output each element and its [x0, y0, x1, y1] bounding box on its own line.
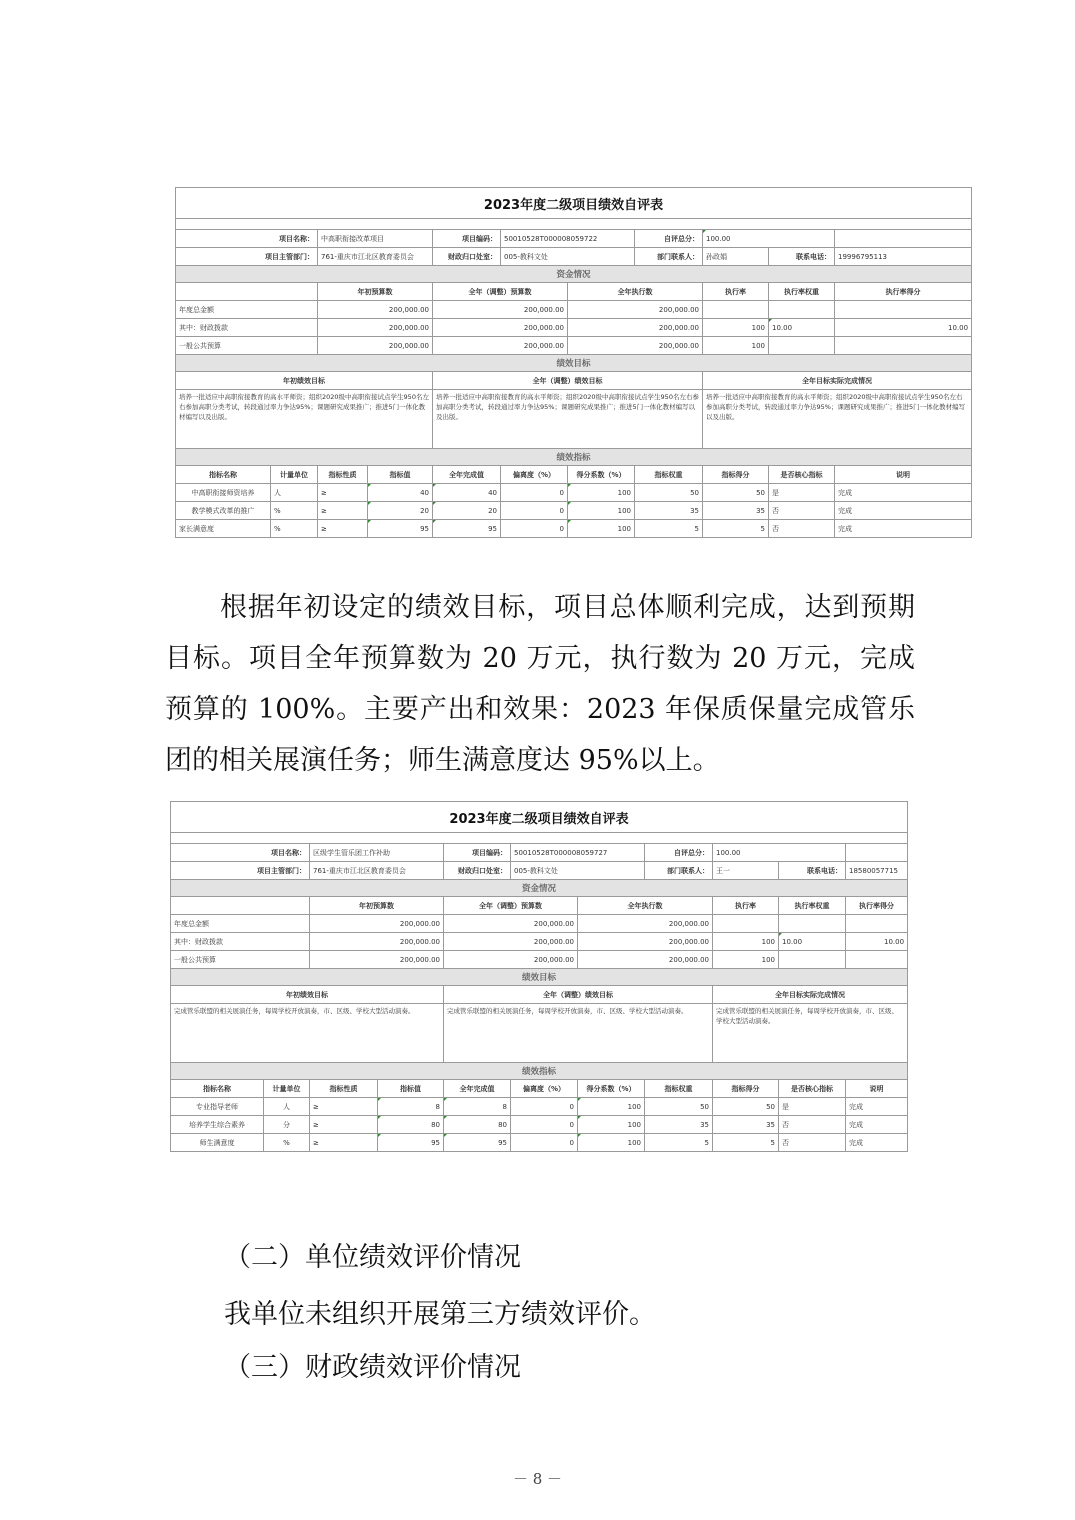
- indicator-name: 专业指导老师: [171, 1098, 264, 1116]
- office-label: 财政归口处室：: [433, 248, 501, 266]
- indicator-section-header: 绩效指标: [171, 1063, 908, 1080]
- fund-row-label: 其中：财政拨款: [176, 319, 318, 337]
- indicator-nature: ≥: [310, 1098, 378, 1116]
- indicator-header: 指标名称: [176, 466, 271, 484]
- indicator-value: 20: [368, 502, 433, 520]
- indicator-core: 否: [779, 1134, 846, 1152]
- indicator-done: 95: [444, 1134, 511, 1152]
- goal-header: 年初绩效目标: [171, 986, 444, 1004]
- indicator-header: 说明: [835, 466, 972, 484]
- indicator-nature: ≥: [318, 484, 368, 502]
- goal-text: 培养一批适应中高职衔接教育的高水平师资；组织2020级中高职衔接试点学生950名左右参加高职分类考试，转段通过率力争达95%；课题研究成果推广；推进5门一体化教材编写以及出版。: [433, 390, 703, 449]
- fund-cell: 10.00: [779, 933, 846, 951]
- fund-cell: [779, 915, 846, 933]
- fund-cell: 200,000.00: [433, 301, 568, 319]
- performance-table: [170, 801, 908, 1152]
- empty-cell: [835, 230, 972, 248]
- fund-header: 执行率得分: [835, 283, 972, 301]
- project-name-label: 项目名称：: [176, 230, 318, 248]
- fund-cell: [769, 337, 835, 355]
- section-heading-finance-evaluation: （三）财政绩效评价情况: [224, 1352, 521, 1383]
- indicator-deviation: 0: [511, 1098, 578, 1116]
- fund-cell: 200,000.00: [444, 951, 578, 969]
- goal-section-header: 绩效目标: [171, 969, 908, 986]
- indicator-coefficient: 100: [568, 484, 635, 502]
- section-heading-unit-evaluation: （二）单位绩效评价情况: [224, 1242, 521, 1273]
- fund-cell: 200,000.00: [433, 337, 568, 355]
- office-label: 财政归口处室：: [444, 862, 511, 880]
- self-score-value: 100.00: [713, 844, 846, 862]
- goal-text: 完成管乐联盟的相关展演任务，每周学校开放演奏，市、区级、学校大型活动演奏。: [171, 1004, 444, 1063]
- indicator-header: 偏离度（%）: [511, 1080, 578, 1098]
- project-code-label: 项目编码：: [433, 230, 501, 248]
- indicator-core: 否: [769, 520, 835, 538]
- project-name-value: 区级学生管乐团工作补助: [310, 844, 444, 862]
- fund-row-label: 一般公共预算: [176, 337, 318, 355]
- indicator-header: 计量单位: [271, 466, 318, 484]
- dept-label: 项目主管部门：: [176, 248, 318, 266]
- indicator-header: 指标值: [368, 466, 433, 484]
- indicator-header: 指标值: [378, 1080, 444, 1098]
- fund-cell: 10.00: [769, 319, 835, 337]
- indicator-nature: ≥: [318, 520, 368, 538]
- indicator-coefficient: 100: [568, 520, 635, 538]
- goal-header: 全年（调整）绩效目标: [433, 372, 703, 390]
- fund-header: 执行率: [703, 283, 769, 301]
- fund-cell: 200,000.00: [578, 933, 713, 951]
- indicator-value: 40: [368, 484, 433, 502]
- fund-cell: 100: [713, 933, 779, 951]
- project-code-label: 项目编码：: [444, 844, 511, 862]
- indicator-header: 指标权重: [635, 466, 703, 484]
- indicator-coefficient: 100: [578, 1098, 645, 1116]
- fund-cell: [779, 951, 846, 969]
- goal-text: 完成管乐联盟的相关展演任务，每周学校开放演奏，市、区级、学校大型活动演奏。: [444, 1004, 713, 1063]
- fund-cell: 200,000.00: [318, 319, 433, 337]
- indicator-header: 指标得分: [713, 1080, 779, 1098]
- indicator-header: 指标权重: [645, 1080, 713, 1098]
- indicator-row: [171, 1116, 908, 1134]
- fund-cell: 200,000.00: [318, 301, 433, 319]
- indicator-name: 教学模式改革的推广: [176, 502, 271, 520]
- indicator-core: 否: [769, 502, 835, 520]
- indicator-value: 95: [378, 1134, 444, 1152]
- dept-value: 761-重庆市江北区教育委员会: [318, 248, 433, 266]
- fund-row: [171, 951, 908, 969]
- fund-header: 全年（调整）预算数: [444, 897, 578, 915]
- fund-cell: [835, 337, 972, 355]
- table-title: 2023年度二级项目绩效自评表: [171, 802, 908, 833]
- fund-header: 执行率权重: [779, 897, 846, 915]
- contact-label: 部门联系人：: [635, 248, 703, 266]
- indicator-score: 5: [703, 520, 769, 538]
- indicator-name: 家长满意度: [176, 520, 271, 538]
- indicator-nature: ≥: [318, 502, 368, 520]
- indicator-note: 完成: [846, 1134, 908, 1152]
- fund-row: [171, 915, 908, 933]
- goal-header: 全年（调整）绩效目标: [444, 986, 713, 1004]
- dept-label: 项目主管部门：: [171, 862, 310, 880]
- fund-cell: [703, 301, 769, 319]
- indicator-row: [171, 1134, 908, 1152]
- office-value: 005-教科文处: [511, 862, 645, 880]
- indicator-name: 培养学生综合素养: [171, 1116, 264, 1134]
- goal-header: 全年目标实际完成情况: [713, 986, 908, 1004]
- indicator-header: 指标性质: [310, 1080, 378, 1098]
- office-value: 005-教科文处: [501, 248, 635, 266]
- performance-table: [175, 187, 972, 538]
- contact-label: 部门联系人：: [645, 862, 713, 880]
- contact-value: 王一: [713, 862, 779, 880]
- indicator-header: 偏离度（%）: [501, 466, 568, 484]
- fund-row-label: 其中：财政拨款: [171, 933, 310, 951]
- fund-cell: 200,000.00: [444, 933, 578, 951]
- indicator-done: 20: [433, 502, 501, 520]
- indicator-unit: 人: [264, 1098, 310, 1116]
- indicator-nature: ≥: [310, 1134, 378, 1152]
- indicator-score: 35: [713, 1116, 779, 1134]
- indicator-coefficient: 100: [578, 1116, 645, 1134]
- indicator-value: 8: [378, 1098, 444, 1116]
- indicator-name: 师生满意度: [171, 1134, 264, 1152]
- fund-cell: 100: [713, 951, 779, 969]
- fund-section-header: 资金情况: [171, 880, 908, 897]
- indicator-unit: 人: [271, 484, 318, 502]
- goal-text: 培养一批适应中高职衔接教育的高水平师资；组织2020级中高职衔接试点学生950名左右参加高职分类考试，转段通过率力争达95%；课题研究成果推广；推进5门一体化教材编写以及出版。: [703, 390, 972, 449]
- indicator-note: 完成: [846, 1098, 908, 1116]
- fund-cell: [846, 915, 908, 933]
- fund-row: [176, 301, 972, 319]
- fund-row-label: 一般公共预算: [171, 951, 310, 969]
- phone-label: 联系电话：: [769, 248, 835, 266]
- indicator-name: 中高职衔接师资培养: [176, 484, 271, 502]
- indicator-deviation: 0: [511, 1116, 578, 1134]
- fund-cell: 200,000.00: [578, 951, 713, 969]
- indicator-header: 指标得分: [703, 466, 769, 484]
- project-name-label: 项目名称：: [171, 844, 310, 862]
- fund-cell: [769, 301, 835, 319]
- fund-cell: 200,000.00: [318, 337, 433, 355]
- indicator-header: 是否核心指标: [779, 1080, 846, 1098]
- section-text-unit-evaluation: 我单位未组织开展第三方绩效评价。: [224, 1299, 656, 1330]
- indicator-header: 说明: [846, 1080, 908, 1098]
- fund-header: 全年执行数: [578, 897, 713, 915]
- indicator-unit: %: [271, 502, 318, 520]
- indicator-section-header: 绩效指标: [176, 449, 972, 466]
- indicator-deviation: 0: [501, 502, 568, 520]
- fund-header: 年初预算数: [310, 897, 444, 915]
- fund-row: [176, 337, 972, 355]
- indicator-score: 50: [713, 1098, 779, 1116]
- performance-table-1: [175, 187, 969, 538]
- indicator-row: [176, 502, 972, 520]
- fund-cell: [713, 915, 779, 933]
- goal-section-header: 绩效目标: [176, 355, 972, 372]
- indicator-header: 指标性质: [318, 466, 368, 484]
- fund-cell: 100: [703, 337, 769, 355]
- table-title: 2023年度二级项目绩效自评表: [176, 188, 972, 219]
- fund-cell: [846, 951, 908, 969]
- fund-cell: 200,000.00: [444, 915, 578, 933]
- project-code-value: 50010528T000008059727: [511, 844, 645, 862]
- project-code-value: 50010528T000008059722: [501, 230, 635, 248]
- contact-value: 孙政娟: [703, 248, 769, 266]
- indicator-weight: 5: [645, 1134, 713, 1152]
- dept-value: 761-重庆市江北区教育委员会: [310, 862, 444, 880]
- page-number: － 8 －: [512, 1470, 563, 1488]
- fund-row-label: 年度总金额: [176, 301, 318, 319]
- indicator-core: 否: [779, 1116, 846, 1134]
- indicator-header: 全年完成值: [433, 466, 501, 484]
- indicator-done: 95: [433, 520, 501, 538]
- indicator-header: 是否核心指标: [769, 466, 835, 484]
- indicator-coefficient: 100: [568, 502, 635, 520]
- indicator-value: 95: [368, 520, 433, 538]
- indicator-done: 80: [444, 1116, 511, 1134]
- empty-cell: [846, 844, 908, 862]
- fund-header: 执行率权重: [769, 283, 835, 301]
- performance-table-2: [170, 801, 907, 1152]
- indicator-weight: 50: [635, 484, 703, 502]
- indicator-unit: %: [264, 1134, 310, 1152]
- indicator-row: [171, 1098, 908, 1116]
- indicator-weight: 35: [635, 502, 703, 520]
- summary-paragraph: 根据年初设定的绩效目标，项目总体顺利完成，达到预期目标。项目全年预算数为 20 万元，执行数为 20 万元，完成预算的 100%。主要产出和效果：2023 年保质保量完成管乐团的相关展演任务；师生满意度达 95%以上。: [165, 592, 915, 776]
- indicator-row: [176, 484, 972, 502]
- fund-cell: 200,000.00: [433, 319, 568, 337]
- indicator-row: [176, 520, 972, 538]
- fund-header-blank: [171, 897, 310, 915]
- indicator-note: 完成: [835, 484, 972, 502]
- indicator-deviation: 0: [501, 484, 568, 502]
- goal-header: 年初绩效目标: [176, 372, 433, 390]
- blank-row: [171, 833, 908, 844]
- indicator-done: 8: [444, 1098, 511, 1116]
- indicator-unit: %: [271, 520, 318, 538]
- blank-row: [176, 219, 972, 230]
- indicator-deviation: 0: [511, 1134, 578, 1152]
- self-score-label: 自评总分：: [645, 844, 713, 862]
- self-score-value: 100.00: [703, 230, 835, 248]
- indicator-weight: 50: [645, 1098, 713, 1116]
- fund-header: 执行率: [713, 897, 779, 915]
- indicator-header: 全年完成值: [444, 1080, 511, 1098]
- phone-label: 联系电话：: [779, 862, 846, 880]
- fund-row-label: 年度总金额: [171, 915, 310, 933]
- fund-cell: 10.00: [846, 933, 908, 951]
- indicator-deviation: 0: [501, 520, 568, 538]
- indicator-nature: ≥: [310, 1116, 378, 1134]
- indicator-note: 完成: [835, 502, 972, 520]
- phone-value: 19996795113: [835, 248, 972, 266]
- project-name-value: 中高职衔接改革项目: [318, 230, 433, 248]
- indicator-note: 完成: [835, 520, 972, 538]
- fund-cell: 100: [703, 319, 769, 337]
- goal-header: 全年目标实际完成情况: [703, 372, 972, 390]
- fund-cell: 200,000.00: [568, 337, 703, 355]
- indicator-value: 80: [378, 1116, 444, 1134]
- indicator-weight: 35: [645, 1116, 713, 1134]
- indicator-header: 得分系数（%）: [578, 1080, 645, 1098]
- indicator-coefficient: 100: [578, 1134, 645, 1152]
- fund-cell: 200,000.00: [310, 915, 444, 933]
- fund-cell: 200,000.00: [310, 951, 444, 969]
- indicator-core: 是: [779, 1098, 846, 1116]
- phone-value: 18580057715: [846, 862, 908, 880]
- fund-cell: 200,000.00: [568, 319, 703, 337]
- indicator-done: 40: [433, 484, 501, 502]
- fund-cell: 200,000.00: [310, 933, 444, 951]
- indicator-score: 50: [703, 484, 769, 502]
- fund-cell: 200,000.00: [578, 915, 713, 933]
- indicator-score: 5: [713, 1134, 779, 1152]
- fund-header: 年初预算数: [318, 283, 433, 301]
- fund-section-header: 资金情况: [176, 266, 972, 283]
- indicator-header: 得分系数（%）: [568, 466, 635, 484]
- fund-row: [176, 319, 972, 337]
- fund-row: [171, 933, 908, 951]
- indicator-unit: 分: [264, 1116, 310, 1134]
- indicator-header: 计量单位: [264, 1080, 310, 1098]
- fund-cell: 10.00: [835, 319, 972, 337]
- indicator-note: 完成: [846, 1116, 908, 1134]
- fund-header: 执行率得分: [846, 897, 908, 915]
- fund-cell: [835, 301, 972, 319]
- fund-header-blank: [176, 283, 318, 301]
- indicator-header: 指标名称: [171, 1080, 264, 1098]
- indicator-weight: 5: [635, 520, 703, 538]
- fund-header: 全年（调整）预算数: [433, 283, 568, 301]
- fund-cell: 200,000.00: [568, 301, 703, 319]
- self-score-label: 自评总分：: [635, 230, 703, 248]
- goal-text: 完成管乐联盟的相关展演任务，每周学校开放演奏，市、区级、学校大型活动演奏。: [713, 1004, 908, 1063]
- indicator-score: 35: [703, 502, 769, 520]
- fund-header: 全年执行数: [568, 283, 703, 301]
- indicator-core: 是: [769, 484, 835, 502]
- goal-text: 培养一批适应中高职衔接教育的高水平师资；组织2020级中高职衔接试点学生950名左右参加高职分类考试，转段通过率力争达95%；课题研究成果推广；推进5门一体化教材编写以及出版。: [176, 390, 433, 449]
